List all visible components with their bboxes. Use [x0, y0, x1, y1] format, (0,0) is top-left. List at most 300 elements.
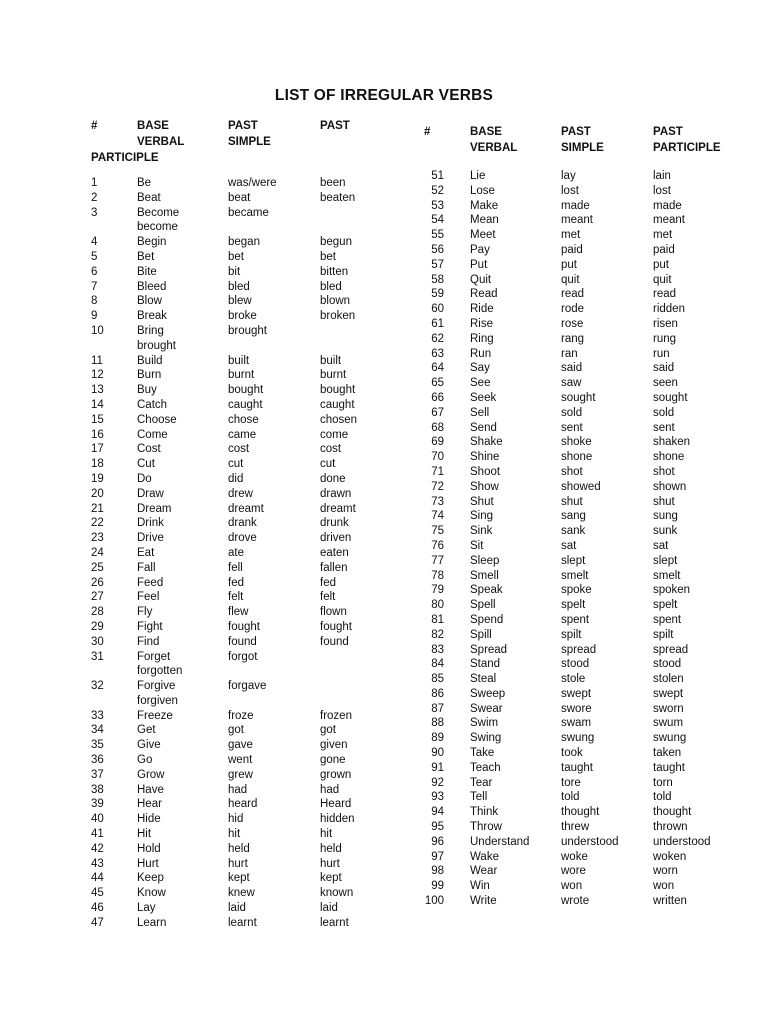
past-simple: slept — [561, 554, 586, 567]
table-row — [91, 871, 411, 886]
past-simple: burnt — [228, 369, 255, 382]
verb-number: 53 — [431, 199, 444, 212]
base-form: Tell — [470, 791, 488, 804]
past-simple: began — [228, 236, 260, 249]
past-participle: felt — [320, 591, 336, 604]
table-row — [424, 287, 754, 302]
past-participle: quit — [653, 273, 672, 286]
past-participle: put — [653, 258, 669, 271]
table-row — [424, 864, 754, 879]
base-form: Shake — [470, 436, 503, 449]
verb-number: 78 — [431, 569, 444, 582]
past-participle: spent — [653, 613, 682, 626]
base-form: Write — [470, 895, 497, 908]
table-row — [91, 339, 411, 354]
verb-number: 12 — [91, 369, 104, 382]
verb-number: 15 — [91, 413, 104, 426]
past-simple: ran — [561, 347, 578, 360]
past-simple: bit — [228, 265, 241, 278]
verb-number: 94 — [431, 806, 444, 819]
past-simple: drank — [228, 517, 257, 530]
past-participle: understood — [653, 835, 711, 848]
table-row — [424, 480, 754, 495]
past-simple: caught — [228, 398, 263, 411]
past-simple: hid — [228, 813, 244, 826]
verb-number: 58 — [431, 273, 444, 286]
table-row — [424, 687, 754, 702]
base-form: Ride — [470, 303, 494, 316]
verb-number: 20 — [91, 487, 104, 500]
past-simple: broke — [228, 310, 257, 323]
base-form: Hear — [137, 798, 162, 811]
verb-number: 91 — [431, 761, 444, 774]
verb-number: 88 — [431, 717, 444, 730]
base-form: Freeze — [137, 709, 173, 722]
base-form: forgotten — [137, 665, 183, 678]
verb-number: 7 — [91, 280, 98, 293]
past-simple: did — [228, 472, 244, 485]
header-number: # — [91, 120, 98, 132]
verb-number: 23 — [91, 532, 104, 545]
table-row — [424, 850, 754, 865]
table-row — [424, 347, 754, 362]
past-participle: grown — [320, 768, 352, 781]
past-simple: kept — [228, 872, 250, 885]
table-row — [424, 598, 754, 613]
past-simple: told — [561, 791, 580, 804]
past-participle: shut — [653, 495, 675, 508]
past-simple: bet — [228, 250, 244, 263]
past-participle: torn — [653, 776, 673, 789]
verb-number: 60 — [431, 303, 444, 316]
past-participle: beaten — [320, 191, 356, 204]
table-row — [424, 169, 754, 184]
base-form: Show — [470, 480, 499, 493]
verb-number: 59 — [431, 288, 444, 301]
base-form: Keep — [137, 872, 164, 885]
past-participle: had — [320, 783, 340, 796]
past-simple: had — [228, 783, 248, 796]
base-form: forgiven — [137, 694, 178, 707]
past-simple: froze — [228, 709, 254, 722]
table-row — [424, 450, 754, 465]
verb-number: 19 — [91, 472, 104, 485]
past-participle: swung — [653, 732, 687, 745]
past-participle: given — [320, 739, 348, 752]
past-participle: shown — [653, 480, 687, 493]
past-participle: hurt — [320, 857, 340, 870]
table-row — [424, 213, 754, 228]
past-participle: shone — [653, 451, 685, 464]
past-simple: bled — [228, 280, 250, 293]
past-participle: taken — [653, 747, 682, 760]
past-participle: made — [653, 199, 682, 212]
base-form: Feed — [137, 576, 164, 589]
past-simple: stood — [561, 658, 590, 671]
table-row — [91, 487, 411, 502]
past-participle: fallen — [320, 561, 348, 574]
past-participle: spilt — [653, 628, 674, 641]
past-simple: fed — [228, 576, 244, 589]
table-row — [424, 835, 754, 850]
verb-table-left — [91, 118, 411, 931]
table-row — [91, 176, 411, 191]
table-row — [424, 184, 754, 199]
verb-number: 100 — [424, 895, 444, 908]
base-form: Send — [470, 421, 497, 434]
table-row — [424, 495, 754, 510]
base-form: Say — [470, 362, 490, 375]
table-row — [424, 376, 754, 391]
base-form: Take — [470, 747, 495, 760]
past-simple: held — [228, 842, 250, 855]
past-simple: quit — [561, 273, 580, 286]
past-participle: sunk — [653, 525, 678, 538]
table-row — [91, 413, 411, 428]
page-title: LIST OF IRREGULAR VERBS — [274, 87, 494, 104]
table-row — [91, 324, 411, 339]
past-simple: swung — [561, 732, 595, 745]
base-form: Quit — [470, 273, 492, 286]
past-participle: spoken — [653, 584, 691, 597]
verb-number: 90 — [431, 747, 444, 760]
past-simple: lay — [561, 170, 576, 182]
base-form: Spell — [470, 599, 496, 612]
table-row — [91, 502, 411, 517]
past-participle: sent — [653, 421, 675, 434]
table-row — [424, 554, 754, 569]
past-participle: held — [320, 842, 342, 855]
table-row — [91, 383, 411, 398]
past-simple: stole — [561, 673, 586, 686]
table-row — [424, 391, 754, 406]
base-form: Swing — [470, 732, 502, 745]
verb-number: 38 — [91, 783, 104, 796]
past-participle: worn — [653, 865, 678, 878]
table-row — [91, 457, 411, 472]
verb-number: 35 — [91, 739, 104, 752]
verb-number: 26 — [91, 576, 104, 589]
base-form: Draw — [137, 487, 164, 500]
verb-number: 62 — [431, 332, 444, 345]
base-form: Begin — [137, 236, 167, 249]
past-participle: seen — [653, 377, 678, 390]
past-simple: spoke — [561, 584, 592, 597]
table-row — [91, 531, 411, 546]
base-form: Forgive — [137, 680, 176, 693]
base-form: Burn — [137, 369, 162, 382]
base-form: Do — [137, 472, 152, 485]
base-form: Rise — [470, 317, 494, 330]
table-row — [424, 317, 754, 332]
past-simple: sold — [561, 406, 583, 419]
table-row — [91, 472, 411, 487]
verb-number: 67 — [431, 406, 444, 419]
verb-number: 8 — [91, 295, 98, 308]
past-simple: spread — [561, 643, 597, 656]
past-simple: smelt — [561, 569, 589, 582]
verb-number: 83 — [431, 643, 444, 656]
verb-number: 79 — [431, 584, 444, 597]
past-simple: blew — [228, 295, 252, 308]
past-participle: won — [653, 880, 675, 893]
past-participle: spread — [653, 643, 689, 656]
table-row — [424, 820, 754, 835]
past-simple: rang — [561, 332, 585, 345]
table-row — [91, 280, 411, 295]
past-simple: flew — [228, 606, 249, 619]
base-form: Sit — [470, 539, 484, 552]
past-simple: swept — [561, 687, 592, 700]
past-participle: stolen — [653, 673, 684, 686]
table-row — [91, 620, 411, 635]
base-form: Win — [470, 880, 490, 893]
base-form: Wake — [470, 850, 499, 863]
table-row — [91, 812, 411, 827]
base-form: Blow — [137, 295, 162, 308]
table-row — [424, 716, 754, 731]
past-simple: forgave — [228, 680, 267, 693]
header-base-line1: BASE — [470, 126, 502, 138]
verb-number: 70 — [431, 451, 444, 464]
past-simple: cost — [228, 443, 250, 456]
table-row — [424, 761, 754, 776]
verb-number: 72 — [431, 480, 444, 493]
past-participle: sought — [653, 391, 688, 404]
base-form: Lie — [470, 170, 486, 182]
base-form: Drink — [137, 517, 164, 530]
past-participle: taught — [653, 761, 685, 774]
past-simple: thought — [561, 806, 600, 819]
past-simple: came — [228, 428, 257, 441]
base-form: Beat — [137, 191, 161, 204]
past-simple: knew — [228, 887, 255, 900]
base-form: Find — [137, 635, 160, 648]
table-header — [424, 124, 754, 169]
past-participle: laid — [320, 902, 338, 915]
verb-number: 75 — [431, 525, 444, 538]
verb-number: 64 — [431, 362, 444, 375]
verb-number: 68 — [431, 421, 444, 434]
past-participle: smelt — [653, 569, 681, 582]
verb-number: 43 — [91, 857, 104, 870]
past-participle: Heard — [320, 798, 352, 811]
table-header — [91, 118, 411, 176]
base-form: Get — [137, 724, 156, 737]
past-participle: bled — [320, 280, 342, 293]
past-simple: heard — [228, 798, 258, 811]
past-simple: sang — [561, 510, 586, 523]
base-form: Bleed — [137, 280, 167, 293]
table-row — [424, 643, 754, 658]
table-row — [424, 302, 754, 317]
table-row — [91, 516, 411, 531]
table-row — [424, 435, 754, 450]
verb-number: 29 — [91, 620, 104, 633]
verb-number: 37 — [91, 768, 104, 781]
verb-number: 55 — [431, 229, 444, 242]
past-participle: told — [653, 791, 672, 804]
past-simple: wore — [561, 865, 586, 878]
base-form: Swear — [470, 702, 503, 715]
header-base-line1: BASE — [137, 120, 169, 132]
past-participle: sold — [653, 406, 675, 419]
verb-number: 39 — [91, 798, 104, 811]
base-form: Give — [137, 739, 161, 752]
table-body — [424, 169, 754, 909]
past-participle: done — [320, 472, 346, 485]
past-participle: ridden — [653, 303, 685, 316]
past-simple: threw — [561, 821, 590, 834]
table-row — [91, 797, 411, 812]
base-form: Think — [470, 806, 499, 819]
header-past-line1: PAST — [228, 120, 258, 132]
table-row — [424, 539, 754, 554]
table-row — [91, 679, 411, 694]
past-participle: hit — [320, 828, 333, 841]
verb-number: 99 — [431, 880, 444, 893]
past-simple: gave — [228, 739, 253, 752]
past-simple: chose — [228, 413, 259, 426]
verb-number: 56 — [431, 243, 444, 256]
verb-number: 6 — [91, 265, 98, 278]
past-participle: bitten — [320, 265, 349, 278]
verb-number: 14 — [91, 398, 104, 411]
past-participle: sworn — [653, 702, 684, 715]
past-participle: found — [320, 635, 349, 648]
base-form: Stand — [470, 658, 501, 671]
table-row — [91, 206, 411, 221]
table-row — [424, 524, 754, 539]
past-simple: woke — [561, 850, 588, 863]
past-participle: broken — [320, 310, 356, 323]
table-row — [424, 406, 754, 421]
past-simple: lost — [561, 184, 579, 197]
base-form: Dream — [137, 502, 172, 515]
past-participle: known — [320, 887, 354, 900]
verb-number: 89 — [431, 732, 444, 745]
verb-number: 74 — [431, 510, 444, 523]
verb-number: 9 — [91, 310, 98, 323]
past-participle: learnt — [320, 916, 349, 929]
verb-number: 95 — [431, 821, 444, 834]
verb-number: 10 — [91, 324, 104, 337]
past-simple: went — [228, 754, 253, 767]
verb-number: 86 — [431, 687, 444, 700]
verb-number: 42 — [91, 842, 104, 855]
base-form: Break — [137, 310, 168, 323]
base-form: Speak — [470, 584, 503, 597]
verb-number: 45 — [91, 887, 104, 900]
verb-number: 33 — [91, 709, 104, 722]
base-form: Eat — [137, 546, 155, 559]
base-form: Mean — [470, 214, 499, 227]
verb-number: 27 — [91, 591, 104, 604]
past-simple: ate — [228, 546, 244, 559]
table-row — [91, 546, 411, 561]
past-simple: drove — [228, 532, 257, 545]
table-row — [424, 776, 754, 791]
base-form: Make — [470, 199, 499, 212]
header-participle-line1: PAST — [653, 126, 683, 138]
base-form: Drive — [137, 532, 164, 545]
verb-number: 66 — [431, 391, 444, 404]
header-past-line1: PAST — [561, 126, 591, 138]
base-form: Shut — [470, 495, 494, 508]
header-past-line2: SIMPLE — [561, 142, 604, 154]
past-participle: come — [320, 428, 349, 441]
base-form: Fall — [137, 561, 156, 574]
table-row — [91, 235, 411, 250]
table-row — [424, 731, 754, 746]
past-participle: read — [653, 288, 677, 301]
past-participle: lost — [653, 184, 671, 197]
past-simple: cut — [228, 458, 244, 471]
base-form: Choose — [137, 413, 177, 426]
past-simple: paid — [561, 243, 583, 256]
base-form: Seek — [470, 391, 497, 404]
base-form: Wear — [470, 865, 498, 878]
past-participle: fought — [320, 620, 352, 633]
base-form: Hide — [137, 813, 161, 826]
header-past-line2: SIMPLE — [228, 136, 271, 148]
header-participle-line1: PAST — [320, 120, 350, 132]
table-row — [91, 886, 411, 901]
table-row — [91, 576, 411, 591]
base-form: Sing — [470, 510, 494, 523]
table-row — [424, 273, 754, 288]
table-row — [91, 783, 411, 798]
table-row — [91, 442, 411, 457]
table-row — [424, 702, 754, 717]
base-form: Bite — [137, 265, 157, 278]
base-form: Throw — [470, 821, 502, 834]
verb-number: 84 — [431, 658, 444, 671]
table-row — [424, 805, 754, 820]
table-row — [424, 465, 754, 480]
table-row — [91, 250, 411, 265]
past-participle: lain — [653, 170, 671, 182]
past-simple: made — [561, 199, 590, 212]
verb-number: 92 — [431, 776, 444, 789]
past-participle: drunk — [320, 517, 349, 530]
verb-number: 22 — [91, 517, 104, 530]
verb-number: 44 — [91, 872, 104, 885]
past-simple: wrote — [561, 895, 590, 908]
base-form: Shine — [470, 451, 500, 464]
base-form: Buy — [137, 384, 157, 397]
past-simple: rose — [561, 317, 584, 330]
table-row — [424, 509, 754, 524]
base-form: Lay — [137, 902, 156, 915]
past-simple: shut — [561, 495, 583, 508]
past-simple: swore — [561, 702, 592, 715]
table-row — [424, 583, 754, 598]
past-simple: sought — [561, 391, 596, 404]
table-row — [91, 428, 411, 443]
past-participle: slept — [653, 554, 678, 567]
verb-number: 34 — [91, 724, 104, 737]
past-participle: sat — [653, 539, 669, 552]
base-form: Tear — [470, 776, 493, 789]
past-participle: risen — [653, 317, 678, 330]
past-participle: woken — [653, 850, 687, 863]
base-form: Hurt — [137, 857, 159, 870]
past-simple: spelt — [561, 599, 586, 612]
base-form: Read — [470, 288, 498, 301]
base-form: Forget — [137, 650, 171, 663]
base-form: Sell — [470, 406, 490, 419]
